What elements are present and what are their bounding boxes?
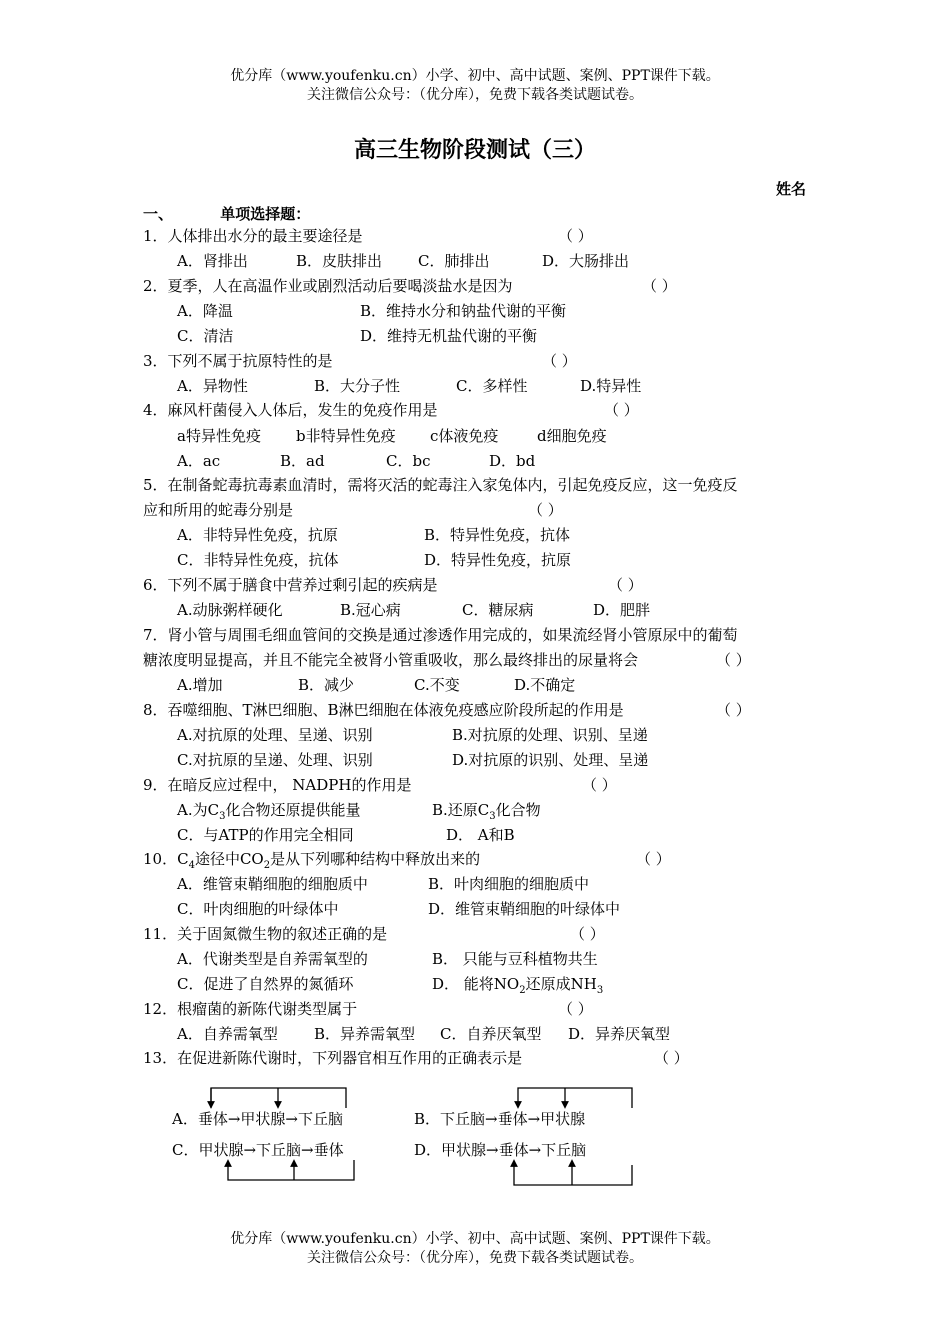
q2-option-a: A．降温 [177, 302, 233, 320]
q5-option-b: B．特异性免疫，抗体 [424, 526, 571, 544]
answer-paren: （ ） [636, 850, 671, 868]
subscript: 3 [596, 985, 604, 996]
q11-option-d-text: D． 能将NO [432, 975, 520, 993]
q11-option-a: A．代谢类型是自养需氧型的 [177, 950, 368, 968]
question-12-stem: 12．根瘤菌的新陈代谢类型属于 [143, 1000, 358, 1018]
answer-paren: （ ） [608, 576, 643, 594]
answer-paren: （ ） [654, 1049, 689, 1067]
q1-option-a: A．肾排出 [177, 252, 248, 270]
question-3-stem: 3．下列不属于抗原特性的是 [143, 352, 333, 370]
q4-item-b: b非特异性免疫 [296, 427, 396, 445]
q8-option-b: B.对抗原的处理、识别、呈递 [452, 726, 648, 744]
q3-option-d: D.特异性 [580, 377, 642, 395]
question-8-stem: 8．吞噬细胞、T淋巴细胞、B淋巴细胞在体液免疫感应阶段所起的作用是 [143, 701, 624, 719]
q13-a-feedback-lines [211, 1088, 346, 1108]
q6-option-d: D．肥胖 [593, 601, 651, 619]
question-5-stem-line-1: 5．在制备蛇毒抗毒素血清时，需将灭活的蛇毒注入家兔体内，引起免疫反应，这一免疫反 [143, 476, 738, 494]
section-number: 一、 [143, 205, 174, 223]
q6-option-b: B.冠心病 [340, 601, 401, 619]
q1-option-b: B．皮肤排出 [296, 252, 383, 270]
q2-option-d: D．维持无机盐代谢的平衡 [360, 327, 538, 345]
q12-option-c: C．自养厌氧型 [440, 1025, 542, 1043]
answer-paren: （ ） [716, 701, 751, 719]
q7-option-b: B．减少 [298, 676, 355, 694]
q2-option-c: C．清洁 [177, 327, 234, 345]
answer-paren: （ ） [528, 501, 563, 519]
q5-option-a: A．非特异性免疫，抗原 [177, 526, 338, 544]
answer-paren: （ ） [642, 277, 677, 295]
q13-b-feedback-lines [518, 1088, 632, 1108]
q12-option-d: D．异养厌氧型 [568, 1025, 671, 1043]
subscript: 2 [519, 985, 526, 996]
q13-c-feedback-lines [228, 1160, 354, 1180]
q13-option-b: B．下丘脑→垂体→甲状腺 [414, 1110, 586, 1128]
footer-line-1: 优分库（www.youfenku.cn）小学、初中、高中试题、案例、PPT课件下载。 [230, 1231, 720, 1247]
question-5-stem-line-2: 应和所用的蛇毒分别是 [143, 501, 294, 519]
answer-paren: （ ） [542, 352, 577, 370]
q4-item-a: a特异性免疫 [177, 427, 261, 445]
section-label: 单项选择题： [220, 205, 311, 223]
answer-paren: （ ） [604, 401, 639, 419]
q10-stem-text: 途径中CO [194, 850, 264, 868]
answer-paren: （ ） [582, 776, 617, 794]
question-6-stem: 6．下列不属于膳食中营养过剩引起的疾病是 [143, 576, 438, 594]
q13-option-a: A．垂体→甲状腺→下丘脑 [172, 1110, 343, 1128]
subscript: 2 [263, 860, 271, 871]
q1-option-d: D．大肠排出 [542, 252, 630, 270]
name-label: 姓名 [775, 180, 806, 198]
q5-option-d: D．特异性免疫，抗原 [424, 551, 572, 569]
q9-option-a-text: A.为C [177, 801, 220, 819]
q3-option-a: A．异物性 [177, 377, 248, 395]
question-13-stem: 13．在促进新陈代谢时，下列器官相互作用的正确表示是 [143, 1049, 523, 1067]
q8-option-c: C.对抗原的呈递、处理、识别 [177, 751, 373, 769]
q10-stem-text: 是从下列哪种结构中释放出来的 [270, 850, 481, 868]
q3-option-c: C．多样性 [456, 377, 528, 395]
answer-paren: （ ） [558, 1000, 593, 1018]
question-4-stem: 4．麻风杆菌侵入人体后，发生的免疫作用是 [143, 401, 438, 419]
q7-option-d: D.不确定 [514, 676, 576, 694]
q4-option-d: D．bd [489, 452, 536, 470]
q11-option-b: B． 只能与豆科植物共生 [432, 950, 598, 968]
q6-option-a: A.动脉粥样硬化 [177, 601, 283, 619]
footer-line-2: 关注微信公众号：（优分库），免费下载各类试题试卷。 [307, 1250, 643, 1266]
question-11-stem: 11．关于固氮微生物的叙述正确的是 [143, 925, 388, 943]
q12-option-b: B．异养需氧型 [314, 1025, 416, 1043]
q3-option-b: B．大分子性 [314, 377, 401, 395]
header-line-1: 优分库（www.youfenku.cn）小学、初中、高中试题、案例、PPT课件下载。 [230, 68, 720, 84]
question-7-stem-line-1: 7．肾小管与周围毛细血管间的交换是通过渗透作用完成的，如果流经肾小管原尿中的葡萄 [143, 626, 738, 644]
answer-paren: （ ） [716, 651, 751, 669]
q9-option-b-text: B.还原C [432, 801, 490, 819]
subscript: 4 [188, 860, 195, 871]
q13-d-feedback-lines [514, 1163, 632, 1185]
q12-option-a: A．自养需氧型 [177, 1025, 278, 1043]
q13-option-d: D．甲状腺→垂体→下丘脑 [414, 1141, 587, 1159]
q7-option-c: C.不变 [414, 676, 460, 694]
q10-option-b: B．叶肉细胞的细胞质中 [428, 875, 590, 893]
q1-option-c: C．肺排出 [418, 252, 490, 270]
q11-option-c: C．促进了自然界的氮循环 [177, 975, 354, 993]
q10-option-a: A．维管束鞘细胞的细胞质中 [177, 875, 368, 893]
q9-option-d: D． A和B [446, 826, 515, 844]
q7-option-a: A.增加 [177, 676, 223, 694]
question-7-stem-line-2: 糖浓度明显提高，并且不能完全被肾小管重吸收，那么最终排出的尿量将会 [143, 651, 639, 669]
header-line-2: 关注微信公众号：（优分库），免费下载各类试题试卷。 [307, 87, 643, 103]
q6-option-c: C．糖尿病 [462, 601, 534, 619]
q11-option-d-text: 还原成NH [525, 975, 597, 993]
answer-paren: （ ） [558, 227, 593, 245]
subscript: 3 [219, 811, 226, 822]
q10-option-d: D．维管束鞘细胞的叶绿体中 [428, 900, 621, 918]
question-9-stem: 9．在暗反应过程中， NADPH的作用是 [143, 776, 412, 794]
q4-option-c: C．bc [386, 452, 431, 470]
page-title: 高三生物阶段测试（三） [353, 138, 596, 163]
q2-option-b: B．维持水分和钠盐代谢的平衡 [360, 302, 567, 320]
q10-stem-text: 10．C [143, 850, 189, 868]
answer-paren: （ ） [570, 925, 605, 943]
q4-item-d: d细胞免疫 [537, 427, 607, 445]
question-2-stem: 2．夏季，人在高温作业或剧烈活动后要喝淡盐水是因为 [143, 277, 513, 295]
question-1-stem: 1．人体排出水分的最主要途径是 [143, 227, 363, 245]
subscript: 3 [489, 811, 496, 822]
q9-option-c: C．与ATP的作用完全相同 [177, 826, 354, 844]
q13-option-c: C．甲状腺→下丘脑→垂体 [172, 1141, 344, 1159]
q4-item-c: c体液免疫 [430, 427, 499, 445]
q4-option-a: A．ac [177, 452, 221, 470]
q9-option-b-text: 化合物 [495, 801, 541, 819]
q4-option-b: B．ad [280, 452, 325, 470]
q8-option-a: A.对抗原的处理、呈递、识别 [177, 726, 373, 744]
q5-option-c: C．非特异性免疫，抗体 [177, 551, 339, 569]
q9-option-a-text: 化合物还原提供能量 [225, 801, 361, 819]
q8-option-d: D.对抗原的识别、处理、呈递 [452, 751, 649, 769]
q10-option-c: C．叶肉细胞的叶绿体中 [177, 900, 339, 918]
